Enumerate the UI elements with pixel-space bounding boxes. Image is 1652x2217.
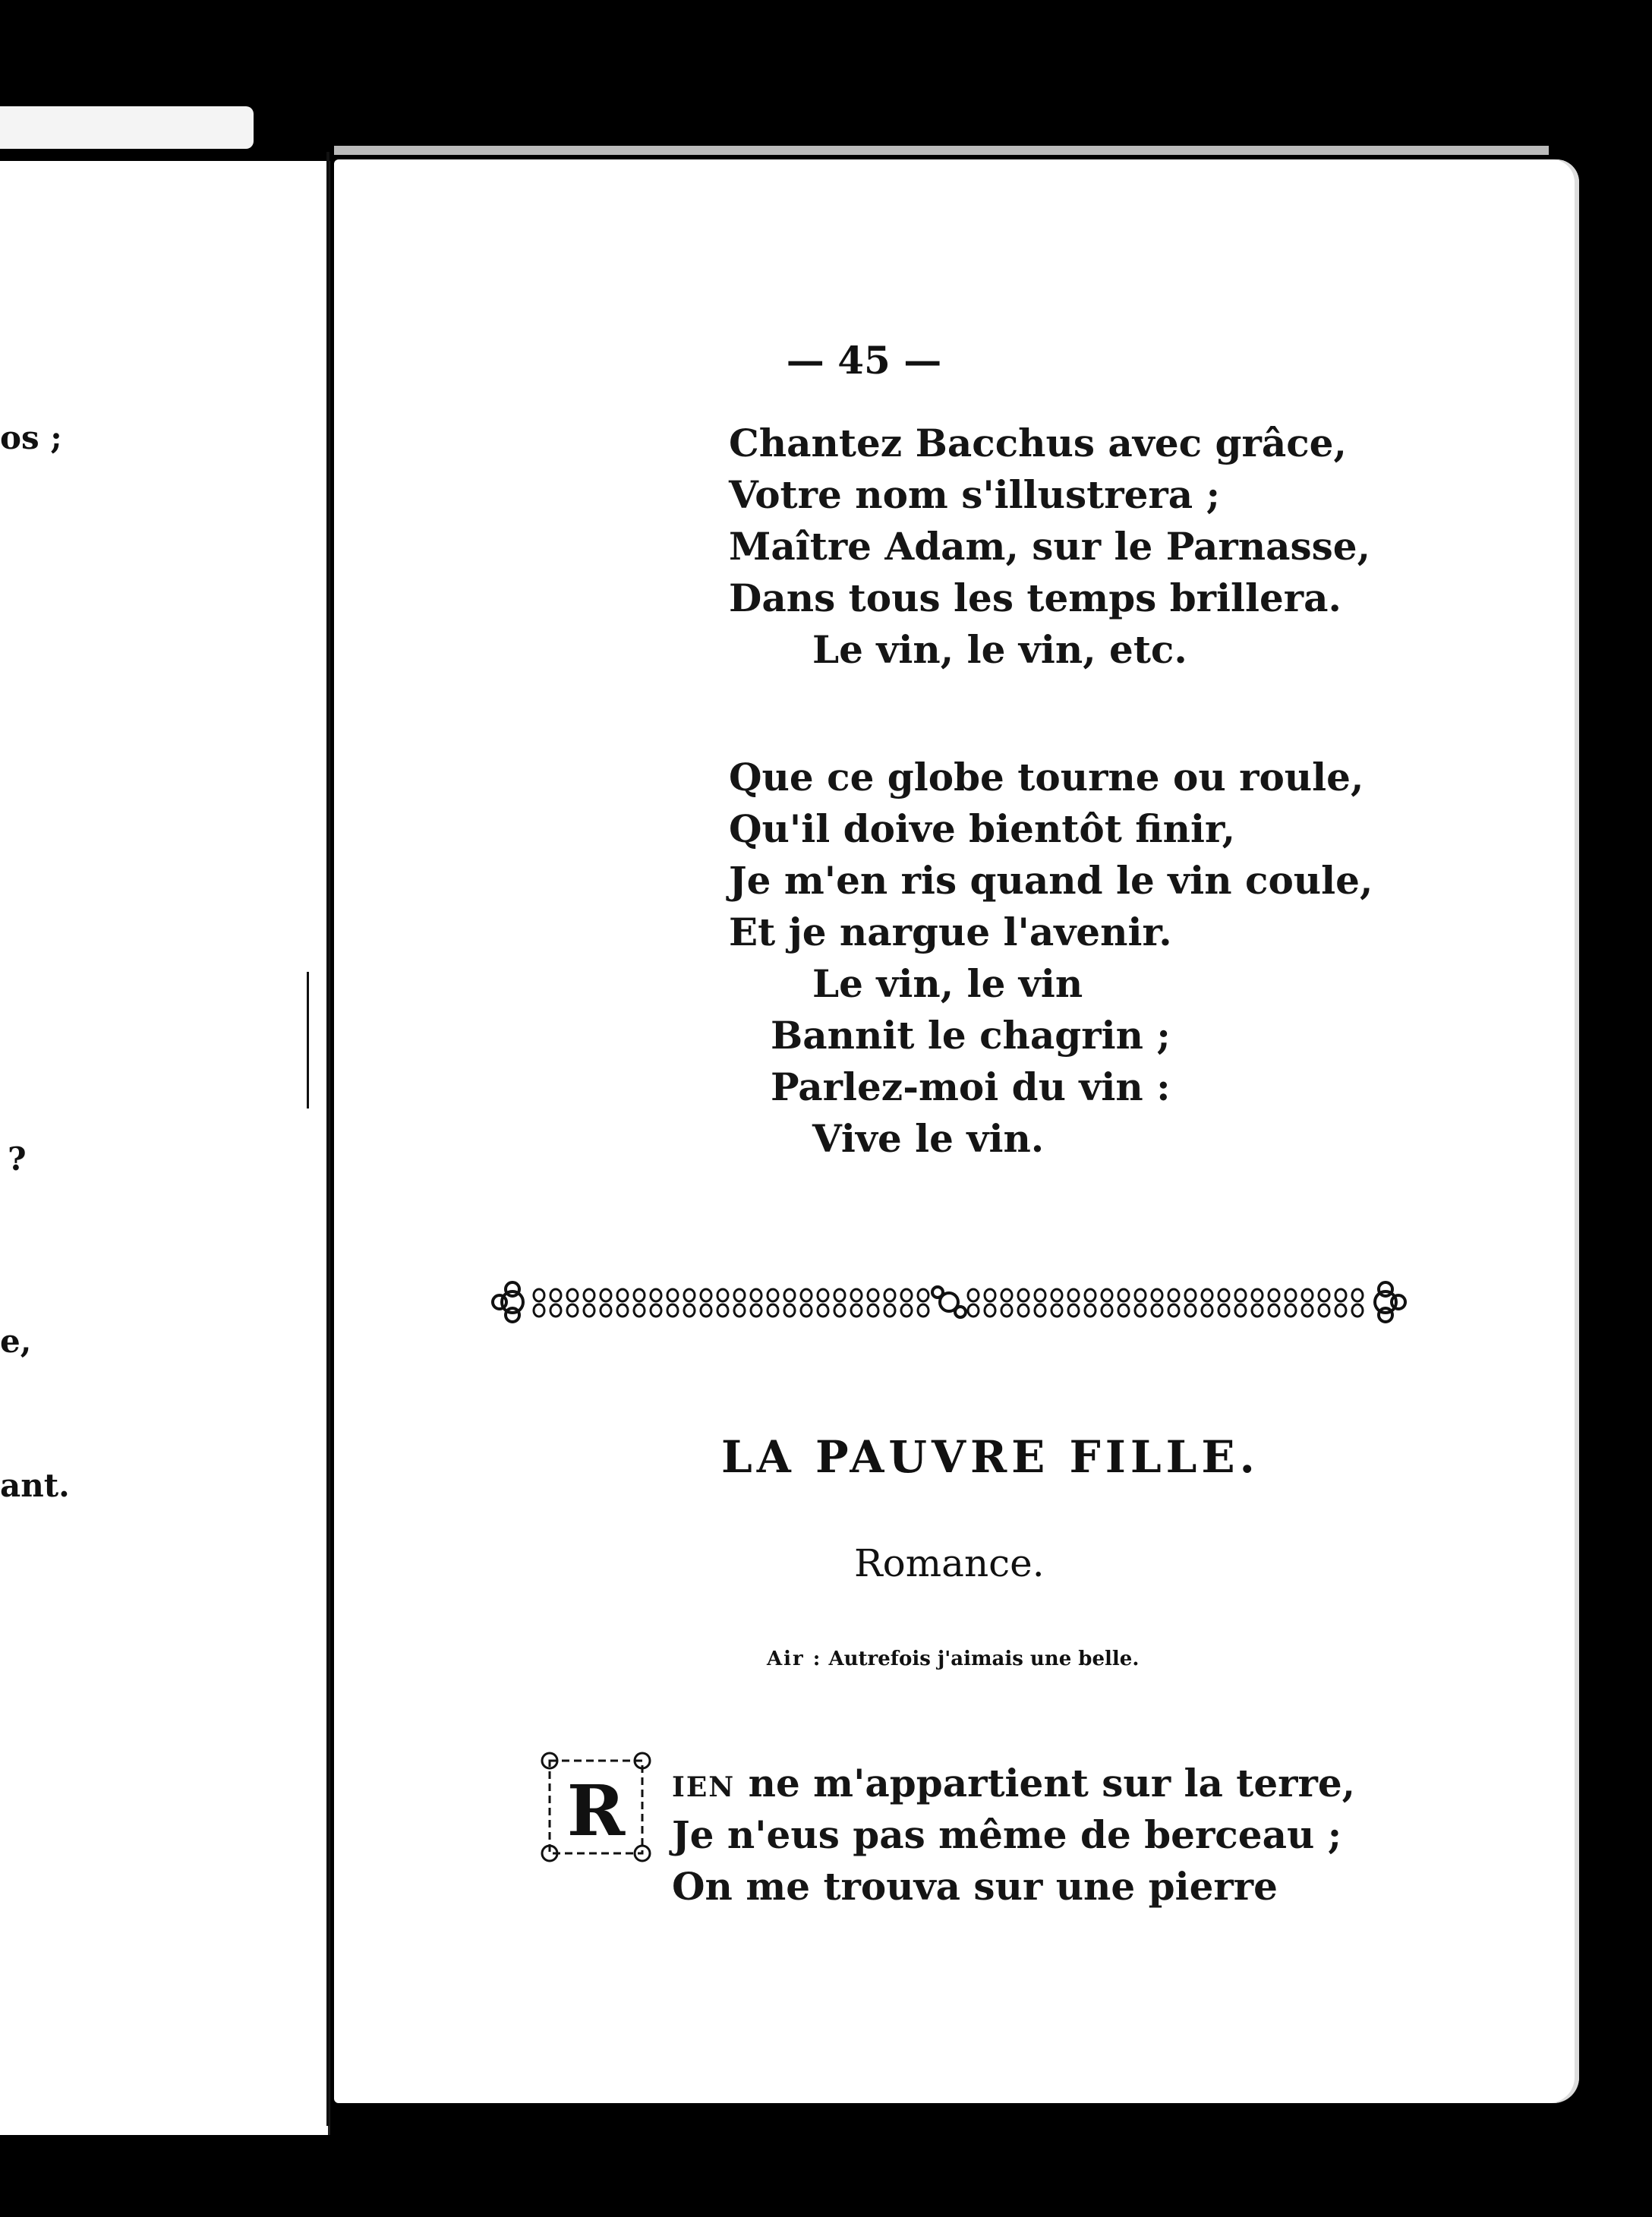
ornament-link [834, 1304, 845, 1317]
ornament-link [534, 1304, 544, 1317]
verse-line: Et je nargue l'avenir. [729, 910, 1172, 954]
song-subtitle: Romance. [854, 1541, 1045, 1585]
ornament-link [717, 1289, 728, 1301]
ornament-link [1185, 1289, 1196, 1301]
verse-line: Maître Adam, sur le Parnasse, [729, 524, 1370, 569]
ornament-link [734, 1304, 745, 1317]
ornament-link [884, 1289, 895, 1301]
refrain-line: Parlez-moi du vin : [771, 1064, 1171, 1109]
ornament-link [550, 1304, 561, 1317]
ornament-link [901, 1289, 912, 1301]
ornament-link [701, 1289, 711, 1301]
left-fragment: ant. [0, 1467, 70, 1504]
ornament-link [1319, 1304, 1329, 1317]
ornament-link [1035, 1289, 1045, 1301]
gutter-line [326, 152, 329, 2126]
ornament-link [701, 1304, 711, 1317]
ornament-link [1085, 1304, 1096, 1317]
ornament-link [1252, 1289, 1263, 1301]
ornament-link [985, 1304, 995, 1317]
ornament-link [1102, 1304, 1112, 1317]
air-label: Air : [767, 1648, 822, 1670]
ornament-link [1068, 1304, 1079, 1317]
ornament-link [1068, 1289, 1079, 1301]
ornament-link [1018, 1289, 1029, 1301]
ornament-link [684, 1304, 695, 1317]
ornament-link [751, 1304, 761, 1317]
verse-line: On me trouva sur une pierre [672, 1864, 1278, 1909]
verse-line: Qu'il doive bientôt finir, [729, 806, 1236, 851]
left-fragment: os ; [0, 419, 62, 456]
ornament-link [1302, 1289, 1313, 1301]
ornament-link [634, 1289, 645, 1301]
ornament-link [717, 1304, 728, 1317]
ornament-link [1202, 1304, 1212, 1317]
ornament-link [884, 1304, 895, 1317]
ornament-link [1001, 1304, 1012, 1317]
ornament-link [1135, 1304, 1146, 1317]
ornament-link [1352, 1289, 1363, 1301]
ornament-link [768, 1289, 778, 1301]
ornament-link [1335, 1289, 1346, 1301]
ornament-link [601, 1304, 611, 1317]
verse-line: Votre nom s'illustrera ; [729, 472, 1221, 517]
ornament-link [784, 1289, 795, 1301]
ornament-link [1219, 1304, 1229, 1317]
ornament-link [1352, 1304, 1363, 1317]
ornament-link [851, 1304, 862, 1317]
drop-cap [539, 1750, 653, 1864]
verse-line: Je m'en ris quand le vin coule, [729, 858, 1373, 903]
ornament-link [1035, 1304, 1045, 1317]
ornament-link [534, 1289, 544, 1301]
ornament-link [784, 1304, 795, 1317]
ornament-link [1185, 1304, 1196, 1317]
verse-line: Je n'eus pas même de berceau ; [672, 1812, 1342, 1857]
stanza-b [729, 752, 1373, 1165]
left-page [0, 161, 330, 2135]
ornament-link [1252, 1304, 1263, 1317]
left-page-tab [0, 106, 254, 149]
ornament-link [801, 1289, 812, 1301]
ornament-link [1335, 1304, 1346, 1317]
ornament-link [901, 1304, 912, 1317]
ornament-link [1235, 1304, 1246, 1317]
song-stanza [672, 1758, 1355, 1913]
ornament-link [667, 1289, 678, 1301]
left-fragment: ? [8, 1140, 27, 1178]
ornament-link [1219, 1289, 1229, 1301]
page-number: — 45 — [786, 338, 942, 383]
refrain-line: Le vin, le vin [812, 961, 1083, 1006]
ornament-link [684, 1289, 695, 1301]
ornament-link [1152, 1304, 1162, 1317]
page-top-edge [334, 146, 1549, 155]
ornament-link [1269, 1289, 1279, 1301]
ornament-link [834, 1289, 845, 1301]
refrain-line: Vive le vin. [812, 1116, 1045, 1161]
ornament-link [868, 1304, 878, 1317]
ornament-link [751, 1289, 761, 1301]
ornament-link [1118, 1289, 1129, 1301]
ornament-link [918, 1304, 928, 1317]
ornament-link [584, 1289, 594, 1301]
gutter-mark [307, 972, 309, 1108]
ornament-link [617, 1289, 628, 1301]
refrain-line: Bannit le chagrin ; [771, 1013, 1171, 1058]
ornament-link [1018, 1304, 1029, 1317]
ornament-link [1269, 1304, 1279, 1317]
ornament-link [1235, 1289, 1246, 1301]
song-air [767, 1648, 1139, 1670]
ornament-link [1051, 1289, 1062, 1301]
ornament-link [1051, 1304, 1062, 1317]
ornament-link [601, 1289, 611, 1301]
ornament-link [1102, 1289, 1112, 1301]
ornament-link [1118, 1304, 1129, 1317]
ornament-link [651, 1289, 661, 1301]
ornament-link [818, 1304, 828, 1317]
song-title: LA PAUVRE FILLE. [721, 1431, 1259, 1483]
ornament-link [567, 1289, 578, 1301]
ornament-link [1285, 1304, 1296, 1317]
verse-line: Dans tous les temps brillera. [729, 576, 1341, 620]
ornament-link [1285, 1289, 1296, 1301]
drop-cap-letter: R [566, 1770, 626, 1852]
ornament-link [634, 1304, 645, 1317]
ornament-link [1085, 1289, 1096, 1301]
verse-line: Que ce globe tourne ou roule, [729, 755, 1364, 799]
ornament-link [818, 1289, 828, 1301]
ornament-link [667, 1304, 678, 1317]
stanza-a [729, 418, 1370, 676]
ornament-link [734, 1289, 745, 1301]
refrain-line: Le vin, le vin, etc. [812, 627, 1187, 672]
ornament-link [968, 1289, 979, 1301]
ornament-link [1319, 1289, 1329, 1301]
ornamental-divider [486, 1276, 1412, 1329]
verse-line: Chantez Bacchus avec grâce, [729, 421, 1347, 465]
ornament-link [617, 1304, 628, 1317]
ornament-link [1302, 1304, 1313, 1317]
ornament-link [651, 1304, 661, 1317]
ornament-link [868, 1289, 878, 1301]
left-fragment: e, [0, 1323, 32, 1360]
ornament-link [801, 1304, 812, 1317]
ornament-link [968, 1304, 979, 1317]
ornament-link [768, 1304, 778, 1317]
ornament-link [550, 1289, 561, 1301]
ornament-link [985, 1289, 995, 1301]
first-word: IEN [672, 1771, 736, 1803]
ornament-link [1168, 1289, 1179, 1301]
ornament-link [1135, 1289, 1146, 1301]
verse-line [672, 1758, 1355, 1809]
ornament-link [1152, 1289, 1162, 1301]
ornament-link [1202, 1289, 1212, 1301]
ornament-link [584, 1304, 594, 1317]
air-text: Autrefois j'aimais une belle. [828, 1648, 1140, 1670]
ornament-link [1001, 1289, 1012, 1301]
ornament-link [567, 1304, 578, 1317]
ornament-link [851, 1289, 862, 1301]
first-line-text: ne m'appartient sur la terre, [735, 1761, 1356, 1805]
ornament-link [1168, 1304, 1179, 1317]
ornament-link [918, 1289, 928, 1301]
